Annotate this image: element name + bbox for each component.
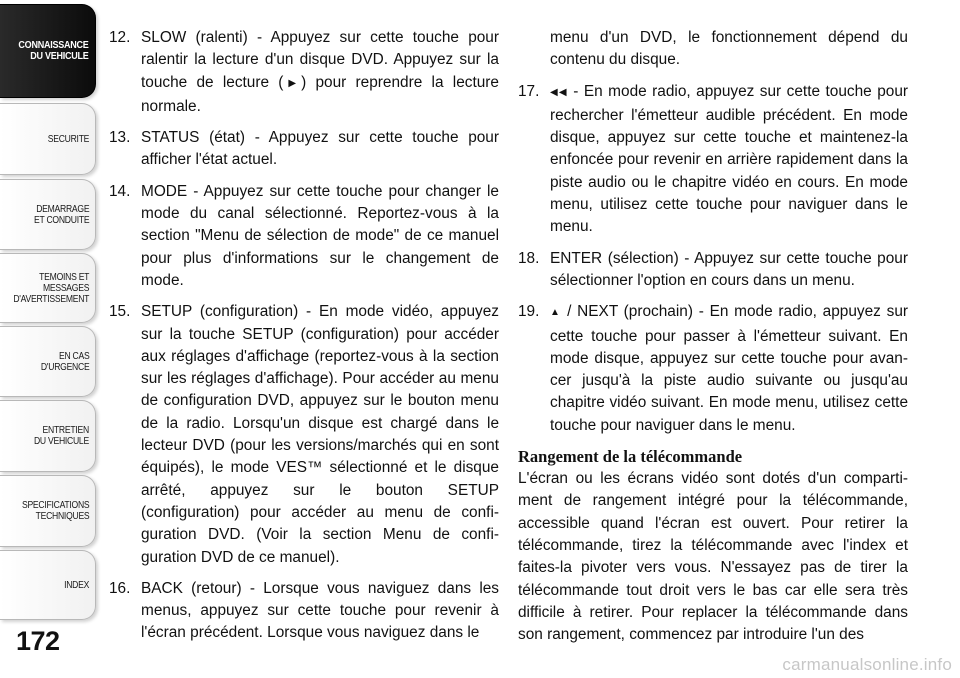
- tab-label: SPECIFICATIONS TECHNIQUES: [21, 500, 89, 522]
- tab-demarrage-et-conduite[interactable]: [0, 179, 96, 250]
- item-number: 18.: [518, 249, 540, 267]
- item-number: 13.: [109, 129, 131, 147]
- list-item: [518, 81, 908, 239]
- item-text: [550, 81, 908, 239]
- list-item: [109, 181, 499, 292]
- tab-label: SECURITE: [47, 133, 89, 145]
- tab-label: INDEX: [64, 579, 89, 591]
- item-number: 15.: [109, 303, 131, 321]
- watermark: carmanualsonline.info: [782, 655, 952, 674]
- item-text-after: ) pour reprendre la lecture normale.: [141, 73, 499, 115]
- item-text: BACK (retour) - Lorsque vous naviguez dans les menus, appuyez sur cette touche pour revenir à l'écran précédent. Lorsque vous naviguez dans le: [141, 579, 499, 642]
- tab-entretien-du-vehicule[interactable]: [0, 400, 96, 472]
- list-item: [109, 301, 499, 569]
- item-number: 14.: [109, 182, 131, 200]
- item-number: 19.: [518, 303, 540, 321]
- rewind-icon: ◀◀: [550, 86, 568, 98]
- list-item: [518, 301, 908, 437]
- page-number: 172: [16, 626, 60, 656]
- play-icon: ▶: [283, 77, 302, 89]
- right-text-column: [518, 27, 908, 646]
- item-number: 12.: [109, 29, 131, 46]
- up-arrow-icon: ▲: [550, 307, 562, 319]
- tab-connaissance-du-vehicule[interactable]: [0, 4, 96, 98]
- item-number: 16.: [109, 579, 131, 597]
- item-text-before: SLOW (ralenti) - Appuyez sur cette touche pour ralentir la lecture d'un disque DVD. Appuyez sur la touche de lecture (: [141, 29, 499, 91]
- tab-index[interactable]: [0, 550, 96, 620]
- chapter-tab-sidebar: [0, 0, 100, 678]
- continued-item-text: menu d'un DVD, le fonctionnement dépend du contenu du disque.: [550, 29, 908, 69]
- tab-specifications-techniques[interactable]: [0, 475, 96, 547]
- tab-label: CONNAISSANCE DU VEHICULE: [18, 39, 89, 62]
- item-text: SETUP (configuration) - En mode vidéo, appuyez sur la touche SETUP (configuration) pour accéder aux réglages d'affichage (reportez-vous à la section sur les réglages d'affichage). Pour accéder au menu de configuration DVD, appuyez sur le bouton menu de la radio. Lorsqu'un disque est chargé dans le lecteur DVD (pour les versions/marchés qui en sont équipés), le mode VES™ sélectionné et le disque arrêté, appuyez sur le bouton SETUP (configuration) pour accéder au menu de confi-guration DVD. (Voir la section Menu de confi-guration DVD de ce manuel).: [141, 303, 499, 566]
- tab-label: TEMOINS ET MESSAGES D'AVERTISSEMENT: [13, 271, 89, 305]
- tab-label: DEMARRAGE ET CONDUITE: [33, 203, 89, 226]
- section-title: Rangement de la télécommande: [518, 447, 743, 467]
- list-item: [518, 248, 908, 293]
- section-paragraph: L'écran ou les écrans vidéo sont dotés d'un comparti-ment de rangement intégré pour la télécommande, accessible quand l'écran est ouvert. Pour retirer la télécommande, tirez la télécommande avec l'index et faites-la pivoter vers vous. N'essayez pas de tirer la télécommande tout droit vers le bas car elle sera très difficile à retirer. Pour replacer la télécommande dans son rangement, commencez par introduire l'un des: [518, 470, 908, 644]
- tab-temoins-et-messages[interactable]: [0, 253, 96, 323]
- item-text: [141, 27, 499, 118]
- item-text: [550, 301, 908, 437]
- item-text-body: - En mode radio, appuyez sur cette touche pour rechercher l'émetteur audible précédent. En mode disque, appuyez sur cette touche et maintenez-la enfoncée pour revenir en arrière rapidement dans la piste audio ou le chapitre vidéo en cours. En mode menu, utilisez cette touche pour naviguer dans le menu.: [550, 82, 908, 236]
- item-text: ENTER (sélection) - Appuyez sur cette touche pour sélectionner l'option en cours dans un menu.: [550, 249, 908, 289]
- left-text-column: [109, 27, 499, 654]
- tab-securite[interactable]: [0, 103, 96, 175]
- item-number: 17.: [518, 82, 540, 100]
- tab-en-cas-d-urgence[interactable]: [0, 326, 96, 397]
- list-item: [109, 578, 499, 645]
- tab-label: EN CAS D'URGENCE: [40, 350, 89, 373]
- item-text: MODE - Appuyez sur cette touche pour changer le mode du canal sélectionné. Reportez-vous à la section "Menu de sélection de mode" de ce manuel pour plus d'informations sur le changement de mode.: [141, 182, 499, 289]
- list-item: [109, 27, 499, 118]
- list-item: [109, 127, 499, 172]
- item-text: STATUS (état) - Appuyez sur cette touche pour afficher l'état actuel.: [141, 129, 499, 169]
- tab-label: ENTRETIEN DU VEHICULE: [34, 425, 89, 447]
- item-text-body: / NEXT (prochain) - En mode radio, appuyez sur cette touche pour passer à l'émetteur suivant. En mode disque, appuyez sur cette touche pour avan-cer jusqu'à la piste audio suivante ou jusqu'au chapitre vidéo suivant. En mode menu, utilisez cette touche pour naviguer dans le menu.: [550, 303, 908, 434]
